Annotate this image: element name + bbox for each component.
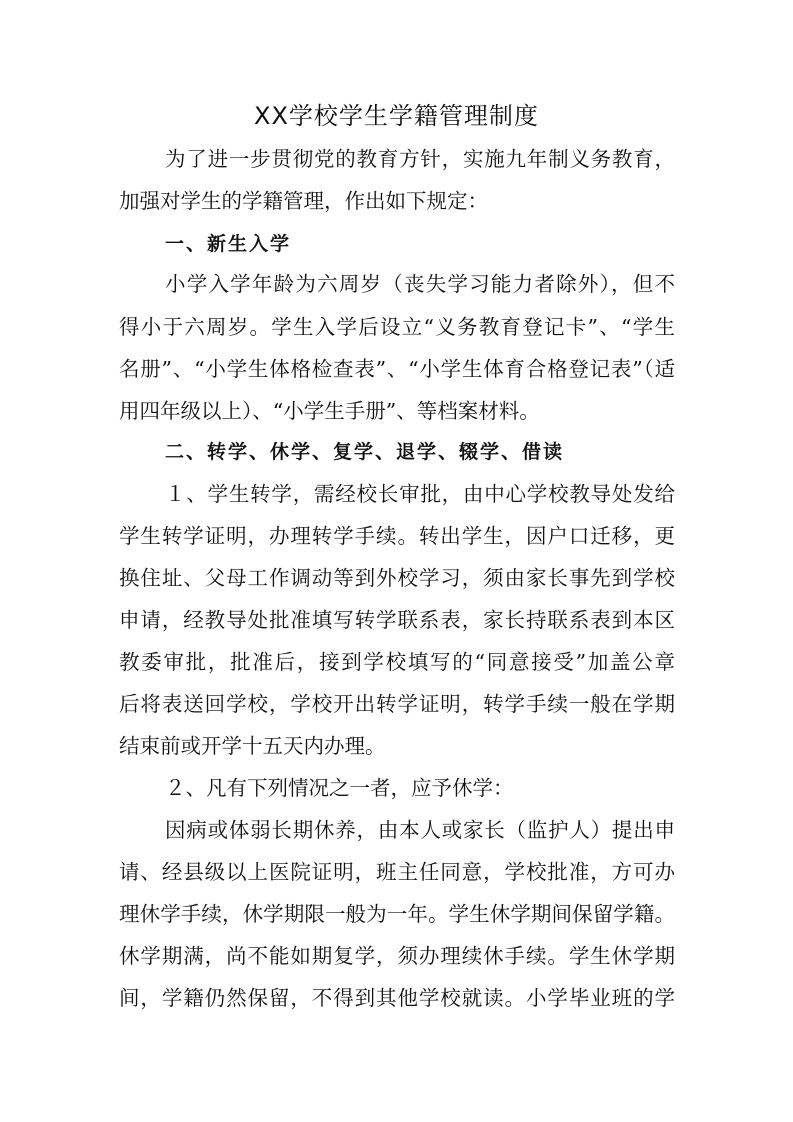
item1-line-5: 教委审批，批准后，接到学校填写的“同意接受”加盖公章 [119, 650, 675, 674]
section-heading-new-students: 一、新生入学 [165, 233, 292, 255]
item2-heading: ２、凡有下列情况之一者，应予休学： [165, 776, 514, 800]
item1-line-2: 学生转学证明，办理转学手续。转出学生，因户口迁移，更 [119, 524, 675, 548]
intro-line-1: 为了进一步贯彻党的教育方针，实施九年制义务教育， [165, 147, 675, 171]
item2-line-1: 因病或体弱长期休养，由本人或家长（监护人）提出申 [165, 818, 675, 842]
item2-line-3: 理休学手续，休学期限一般为一年。学生休学期间保留学籍。 [119, 902, 675, 926]
item1-line-3: 换住址、父母工作调动等到外校学习，须由家长事先到学校 [119, 566, 675, 590]
section1-line-2: 得小于六周岁。学生入学后设立“义务教育登记卡”、“学生 [119, 315, 675, 339]
item2-line-2: 请、经县级以上医院证明，班主任同意，学校批准，方可办 [119, 860, 675, 884]
item1-line-7: 结束前或开学十五天内办理。 [119, 734, 386, 758]
item1-line-6: 后将表送回学校，学校开出转学证明，转学手续一般在学期 [119, 692, 675, 716]
section1-line-4: 用四年级以上）、“小学生手册”、等档案材料。 [119, 399, 540, 423]
item1-line-4: 申请，经教导处批准填写转学联系表，家长持联系表到本区 [119, 608, 675, 632]
section1-line-1: 小学入学年龄为六周岁（丧失学习能力者除外），但不 [165, 272, 675, 296]
document-title: XX学校学生学籍管理制度 [254, 102, 539, 130]
section-heading-transfer: 二、转学、休学、复学、退学、辍学、借读 [165, 441, 565, 463]
intro-line-2: 加强对学生的学籍管理，作出如下规定： [119, 189, 488, 213]
section1-line-3: 名册”、“小学生体格检查表”、“小学生体育合格登记表”（适 [119, 357, 675, 381]
item2-line-4: 休学期满，尚不能如期复学，须办理续休手续。学生休学期 [119, 944, 675, 968]
item1-line-1: １、学生转学，需经校长审批，由中心学校教导处发给 [165, 482, 675, 506]
item2-line-5: 间，学籍仍然保留，不得到其他学校就读。小学毕业班的学 [119, 986, 675, 1010]
